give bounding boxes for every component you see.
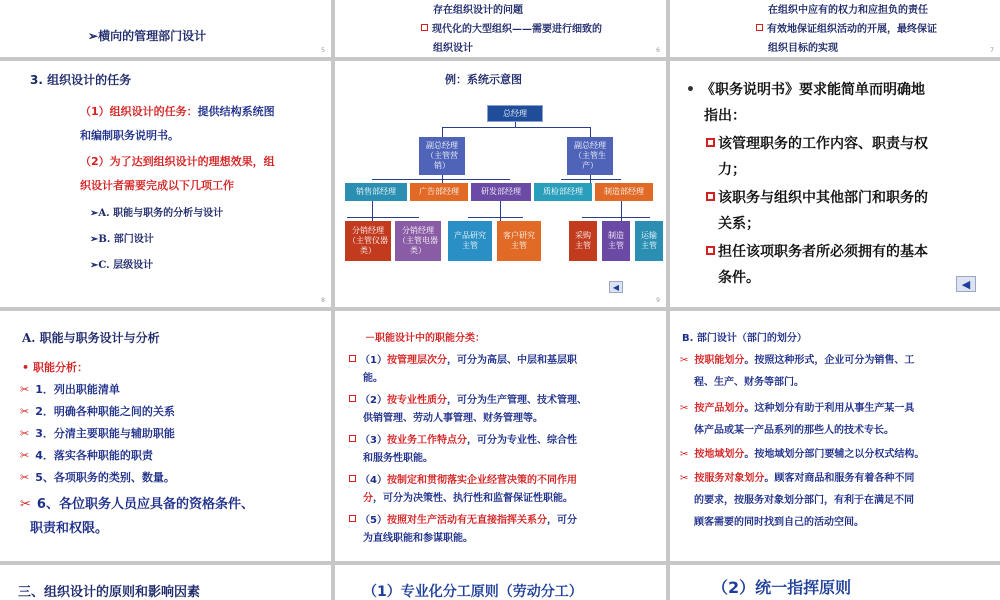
node-purchasing: 采购主管 [569,221,597,261]
list-item: ✂ 2．明确各种职能之间的关系 [20,405,175,418]
task-line: （2）为了达到组织设计的理想效果，组 [80,155,275,168]
text-line: 组织目标的实现 [768,43,838,54]
scissors-icon: ✂ [680,449,689,460]
node-ceo: 总经理 [487,105,543,122]
connector [347,217,419,218]
task-line: 织设计者需要完成以下几项工作 [80,179,234,192]
connector [582,217,650,218]
dept-item: ✂ 按地域划分。按地域划分部门要辅之以分权式结构。 [680,449,925,460]
slide-title: －职能设计中的职能分类： [365,333,485,344]
square-bullet-icon [349,395,356,402]
square-bullet-icon [756,24,763,31]
text-line: 条件。 [718,270,760,286]
node-qc: 质检部经理 [534,183,592,201]
slide-title: 三、组织设计的原则和影响因素 [18,585,201,600]
slide-11[interactable] [0,311,331,561]
dept-item: ✂ 按职能划分。按照这种形式，企业可分为销售、工 [680,355,915,366]
scissors-icon: ✂ [680,355,689,366]
slide-13[interactable] [670,311,1000,561]
scissors-icon: ✂ [680,403,689,414]
slide-title: A. 职能与职务设计与分析 [22,331,160,345]
node-dist-1: 分销经理（主管仪器类） [345,221,391,261]
text-line: 关系； [718,216,760,232]
list-item: ✂ 1．列出职能清单 [20,383,120,396]
scissors-icon: ✂ [20,383,30,396]
square-bullet-icon [349,435,356,442]
connector [442,127,590,128]
class-item-cont: 为直线职能和参谋职能。 [363,533,473,544]
prev-slide-button[interactable] [956,276,976,292]
list-item: ✂ 4．落实各种职能的职责 [20,449,153,462]
class-item: （2）按专业性质分，可分为生产管理、技术管理、 [349,391,587,406]
square-bullet-icon [349,355,356,362]
dept-item: ✂ 按服务对象划分。顾客对商品和服务有着各种不同 [680,473,915,484]
connector [500,201,501,221]
arrow-bullet-icon: ➢ [90,208,99,219]
text-line: 该职务与组织中其他部门和职务的 [706,187,928,207]
text-line: 该管理职务的工作内容、职责与权 [706,133,928,153]
slide-8[interactable] [0,61,331,307]
square-bullet-icon [706,192,715,201]
node-customer-research: 客户研究主管 [497,221,541,261]
scissors-icon: ✂ [20,427,30,440]
connector [561,179,621,180]
class-item: （5）按照对生产活动有无直接指挥关系分，可分 [349,511,577,526]
square-bullet-icon [349,475,356,482]
slide-6[interactable] [335,0,666,57]
slide-title: B. 部门设计（部门的划分） [682,333,807,344]
node-transport: 运输主管 [635,221,663,261]
node-mfg: 制造部经理 [595,183,653,201]
connector [621,201,622,221]
triangle-left-icon: ◀ [612,282,620,292]
slide-10[interactable] [670,61,1000,307]
text-line: 力； [718,162,746,178]
node-vp-marketing: 副总经理（主管营销） [419,137,465,175]
text-line: 组织设计 [433,43,473,54]
connector [590,127,591,137]
bullet-text: ➢横向的管理部门设计 [88,29,207,43]
text-line: 存在组织设计的问题 [433,5,523,16]
page-number: 7 [990,47,994,54]
node-product-research: 产品研究主管 [448,221,492,261]
task-line: 和编制职务说明书。 [80,129,179,142]
list-item: ➢B. 部门设计 [90,234,154,245]
slide-12[interactable] [335,311,666,561]
node-vp-production: 副总经理（主管生产） [567,137,613,175]
text-line: • 《职务说明书》要求能简单而明确地 [686,82,925,98]
slide-title: （1）专业化分工原则（劳动分工） [363,584,583,600]
list-item: ✂ 6、各位职务人员应具备的资格条件、 [20,497,254,512]
class-item: （4）按制定和贯彻落实企业经营决策的不同作用 [349,471,577,486]
list-item: ➢C. 层级设计 [90,260,154,271]
text-line: 有效地保证组织活动的开展，最终保证 [756,20,937,35]
text-line: 在组织中应有的权力和应担负的责任 [768,5,928,16]
task-line: （1）组织设计的任务：提供结构系统图 [80,105,275,118]
slide-14[interactable] [0,565,331,600]
square-bullet-icon [706,138,715,147]
slide-15[interactable] [335,565,666,600]
page-number: 5 [321,47,325,54]
page-number: 6 [656,47,660,54]
connector [442,127,443,137]
list-item-cont: 职责和权限。 [30,521,109,536]
arrow-bullet-icon: ➢ [90,260,99,271]
arrow-bullet-icon: ➢ [90,234,99,245]
subtitle: • 职能分析： [22,361,89,374]
slide-5[interactable] [0,0,331,57]
arrow-bullet-icon: ➢ [88,29,99,43]
text-line: 担任该项职务者所必须拥有的基本 [706,241,928,261]
dept-item-cont: 体产品或某一产品系列的那些人的技术专长。 [694,425,894,436]
class-item: （3）按业务工作特点分，可分为专业性、综合性 [349,431,577,446]
node-dist-2: 分销经理（主管电器类） [395,221,441,261]
connector [372,179,510,180]
page-number: 8 [321,297,325,304]
node-manufacturing: 制造主管 [602,221,630,261]
scissors-icon: ✂ [20,449,30,462]
connector [372,201,373,221]
square-bullet-icon [421,24,428,31]
dept-item-cont: 的要求，按服务对象划分部门，有利于在满足不同 [694,495,914,506]
scissors-icon: ✂ [20,497,31,512]
slide-title: 例：系统示意图 [445,73,522,86]
scissors-icon: ✂ [680,473,689,484]
slide-title: 3. 组织设计的任务 [30,73,132,87]
class-item-cont: 能。 [363,373,383,384]
class-item-cont: 和服务性职能。 [363,453,433,464]
slide-title: （2）统一指挥原则 [712,578,852,597]
dept-item: ✂ 按产品划分。这种划分有助于利用从事生产某一具 [680,403,915,414]
class-item: （1）按管理层次分，可分为高层、中层和基层职 [349,351,577,366]
text-line: 现代化的大型组织——需要进行细致的 [421,20,602,35]
scissors-icon: ✂ [20,471,30,484]
node-sales: 销售部经理 [345,183,407,201]
dept-item-cont: 程、生产、财务等部门。 [694,377,804,388]
slide-7[interactable] [670,0,1000,57]
list-item: ✂ 3．分清主要职能与辅助职能 [20,427,175,440]
square-bullet-icon [706,246,715,255]
class-item-cont: 供销管理、劳动人事管理、财务管理等。 [363,413,543,424]
connector [468,217,523,218]
node-rd: 研发部经理 [471,183,531,201]
list-item: ➢A. 职能与职务的分析与设计 [90,208,224,219]
list-item: ✂ 5、各项职务的类别、数量。 [20,471,175,484]
class-item-cont: 分，可分为决策性、执行性和监督保证性职能。 [363,493,573,504]
node-ad: 广告部经理 [410,183,468,201]
page-number: 9 [656,297,660,304]
triangle-left-icon: ◀ [961,277,971,291]
scissors-icon: ✂ [20,405,30,418]
prev-slide-button[interactable] [609,281,623,293]
slide-16[interactable] [670,565,1000,600]
text-line: 指出： [704,108,746,124]
slide-9[interactable] [335,61,666,307]
dept-item-cont: 顾客需要的同时找到自己的活动空间。 [694,517,864,528]
square-bullet-icon [349,515,356,522]
